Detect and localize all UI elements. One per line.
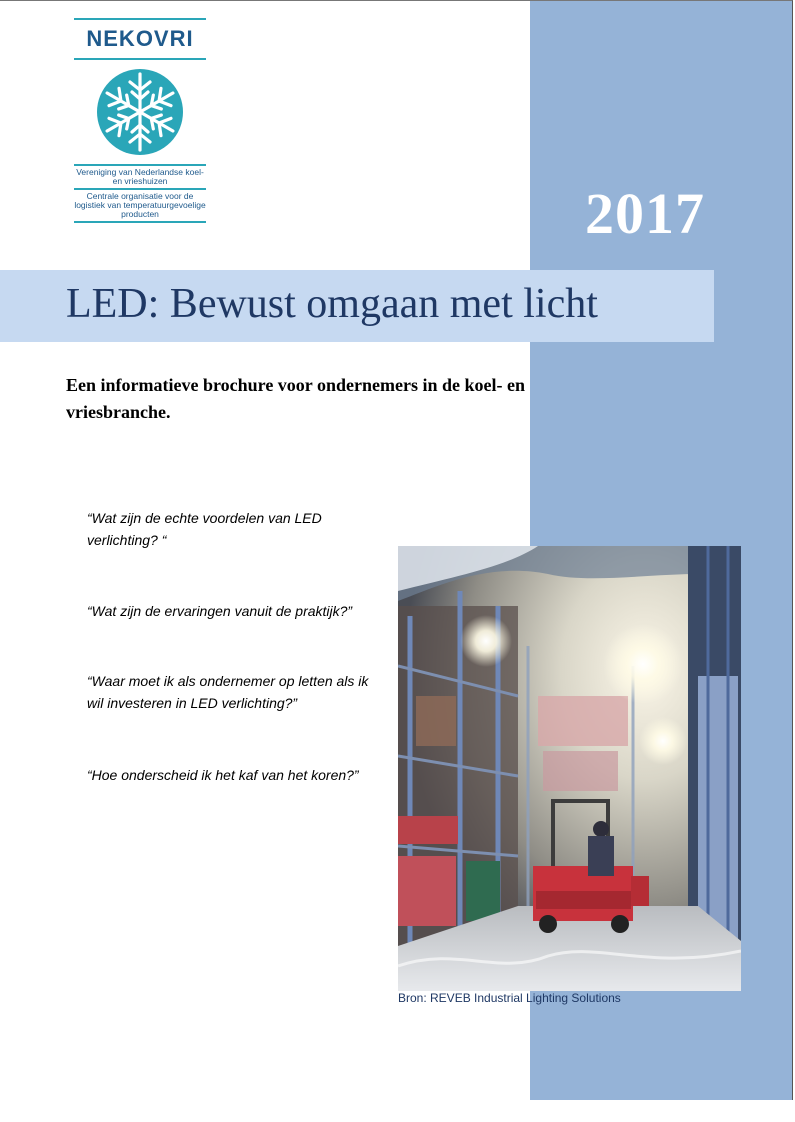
cold-storage-forklift-image — [398, 546, 741, 991]
logo-rule — [74, 221, 206, 223]
question-3: “Waar moet ik als ondernemer op letten als ik wil investeren in LED verlichting?” — [87, 673, 369, 711]
logo-rule — [74, 58, 206, 60]
question-4: “Hoe onderscheid ik het kaf van het koren?” — [87, 767, 359, 783]
question-2: “Wat zijn de ervaringen vanuit de praktijk?” — [87, 603, 353, 619]
logo-name: NEKOVRI — [86, 26, 194, 51]
nekovri-logo — [74, 18, 206, 223]
logo-tagline-organisation: Centrale organisatie voor de logistiek van temperatuurgevoelige producten — [74, 191, 206, 219]
page-title: LED: Bewust omgaan met licht — [66, 281, 598, 327]
logo-tagline-association: Vereniging van Nederlandse koel- en vrieshuizen — [76, 167, 204, 186]
photo-caption: Bron: REVEB Industrial Lighting Solutions — [398, 991, 621, 1005]
warehouse-photo — [398, 546, 741, 991]
subtitle: Een informatieve brochure voor ondernemers in de koel- en vriesbranche. — [66, 375, 525, 422]
snowflake-icon — [96, 68, 184, 156]
question-1: “Wat zijn de echte voordelen van LED verlichting? “ — [87, 510, 322, 548]
year-label: 2017 — [585, 181, 705, 246]
